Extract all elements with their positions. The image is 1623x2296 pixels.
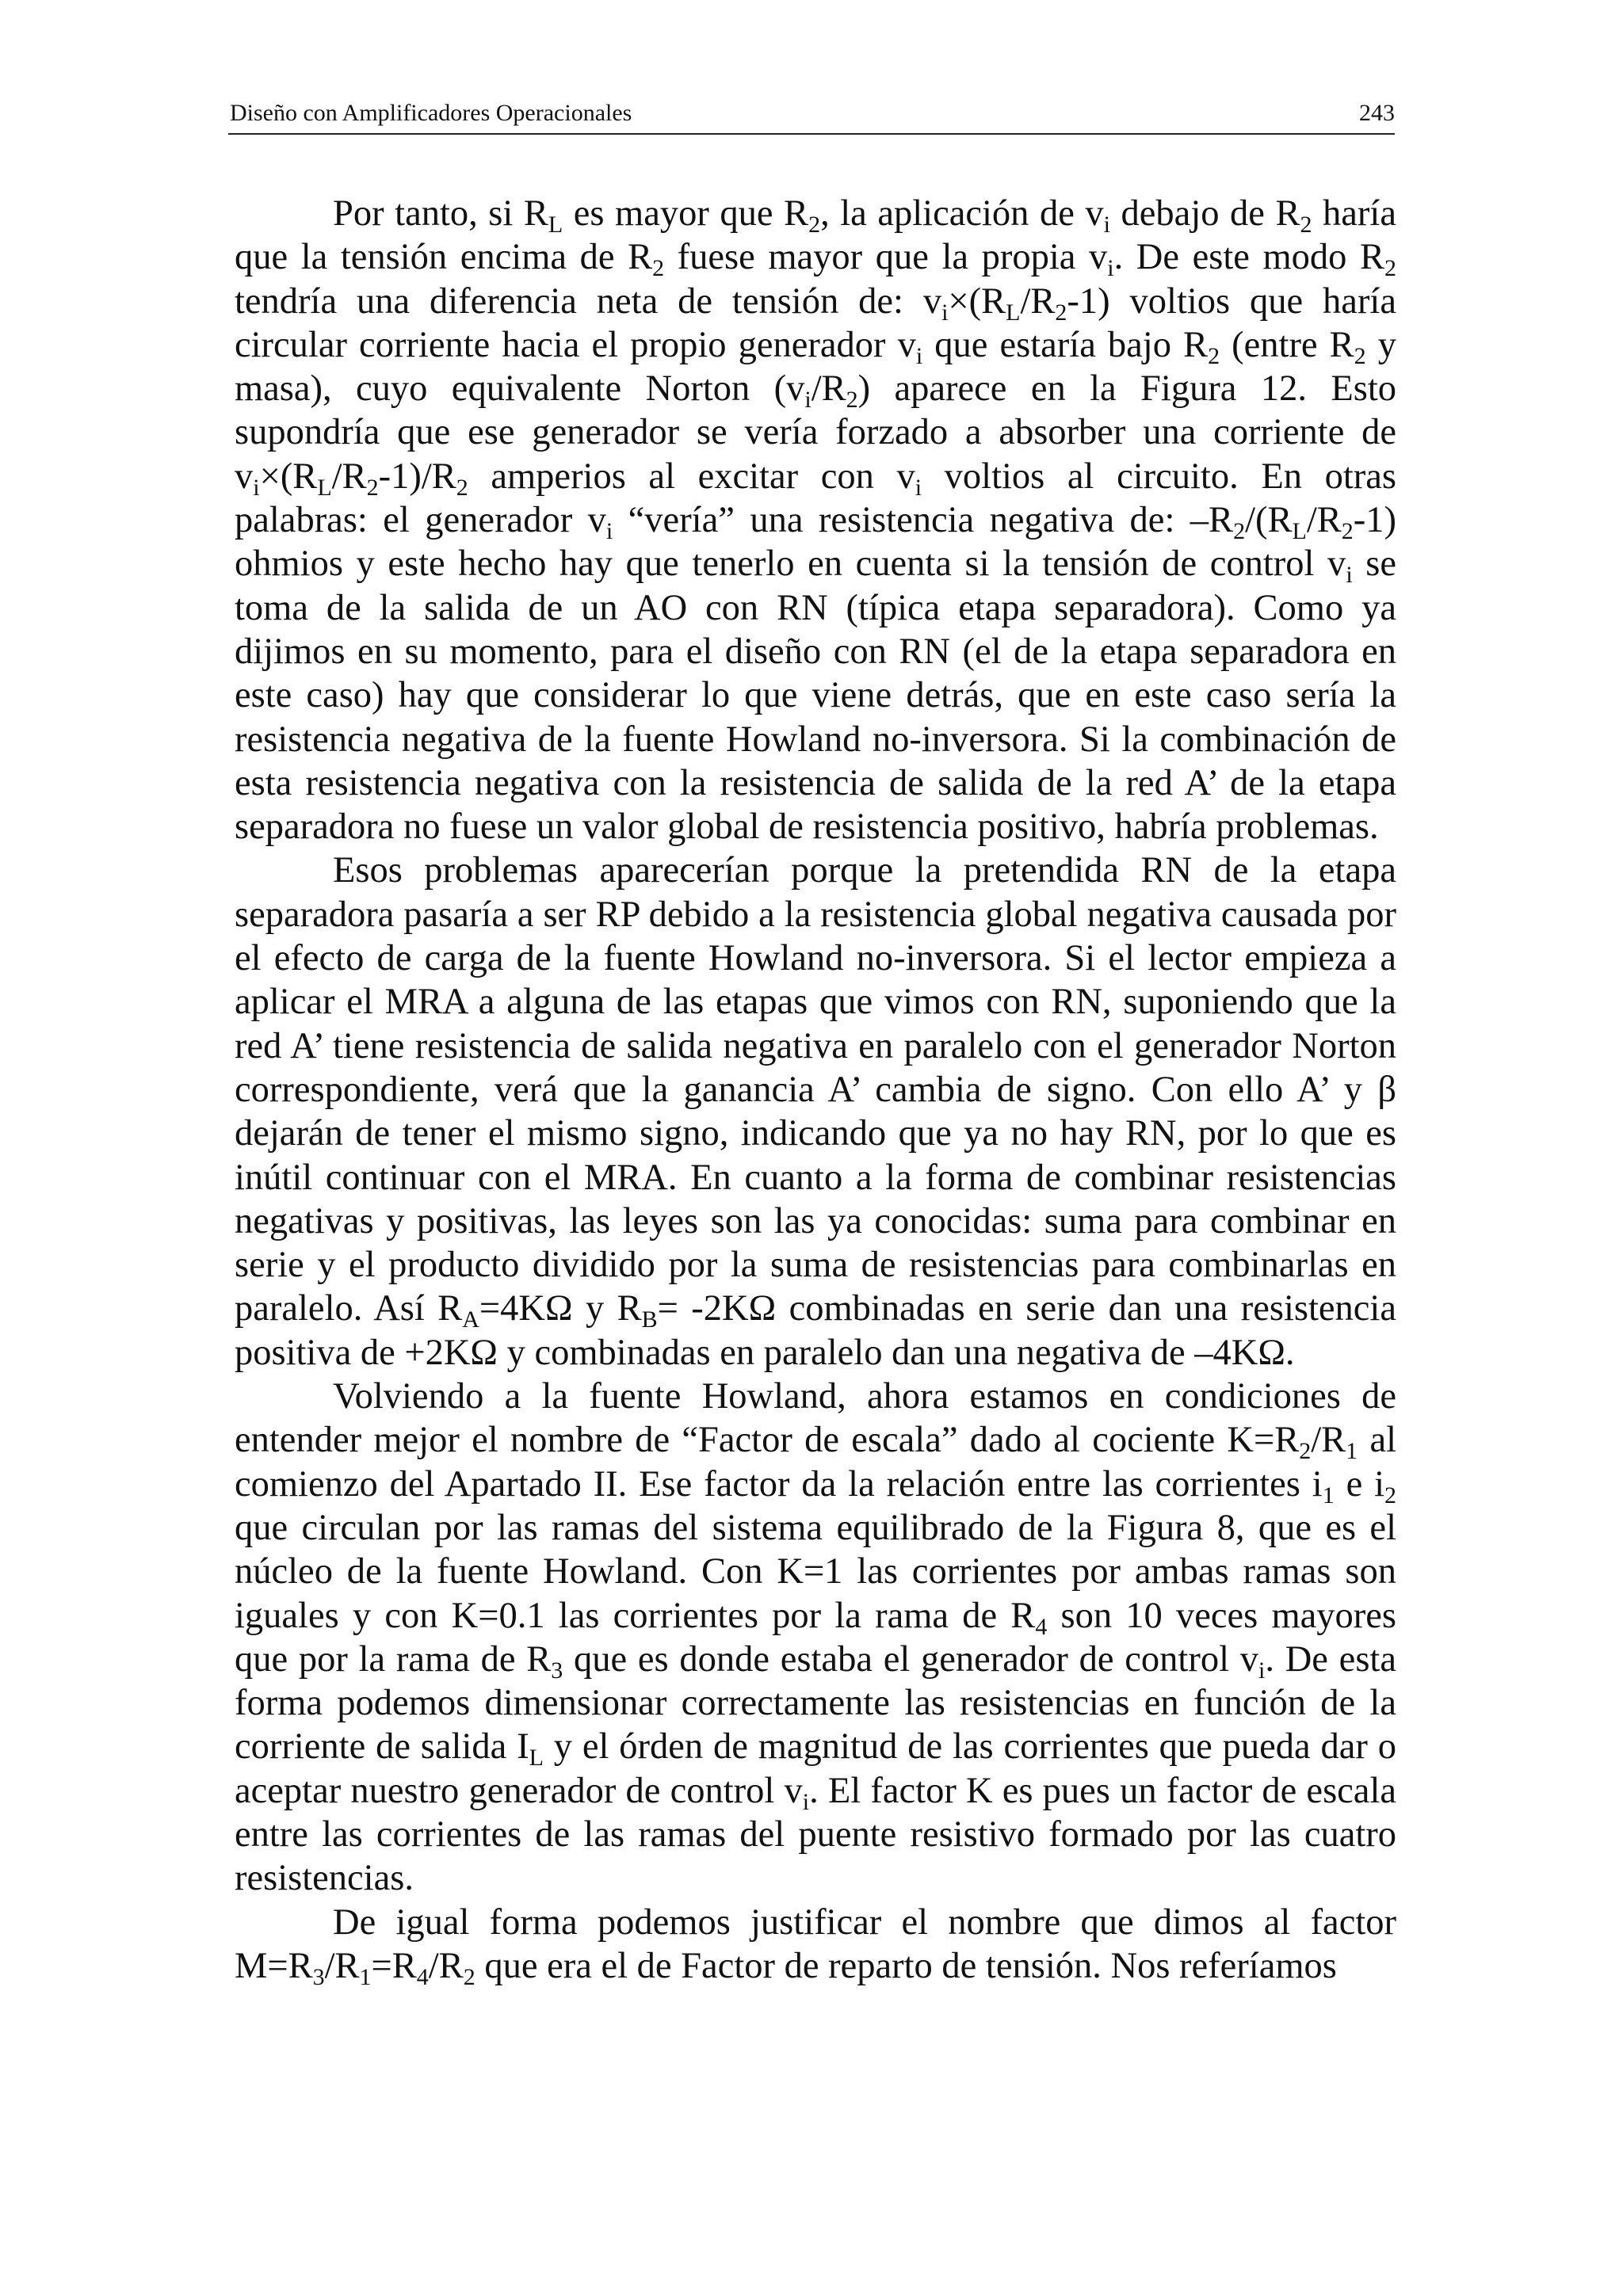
subscript: 3: [551, 1657, 563, 1684]
subscript: i: [804, 387, 812, 414]
paragraph-2: Esos problemas aparecerían porque la pretendida RN de la etapa separadora pasaría a ser RP debido a la resistencia global negativa causada por el efecto de carga de la fuente Howland no-inversora. Si el lector empieza a aplicar el MRA a alguna de las etapas que vimos con RN, suponiendo que la red A’ tiene resistencia de salida negativa en paralelo con el generador Norton correspondiente, verá que la ganancia A’ cambia de signo. Con ello A’ y β dejarán de tener el mismo signo, indicando que ya no hay RN, por lo que es inútil continuar con el MRA. En cuanto a la forma de combinar resistencias negativas y positivas, las leyes son las ya conocidas: suma para combinar en serie y el producto dividido por la suma de resistencias para combinarlas en paralelo. Así $R_A=4K\Omega$ y $R_B= -2K\Omega$ combinadas en serie dan una resistencia positiva de +2KΩ y combinadas en paralelo dan una negativa de –4KΩ.: [235, 850, 1396, 1373]
subscript: i: [605, 518, 613, 545]
subscript: 2: [1233, 518, 1246, 545]
subscript: L: [529, 1745, 544, 1772]
subscript: 2: [1384, 255, 1396, 282]
subscript: 2: [1354, 342, 1366, 369]
subscript: L: [1292, 518, 1307, 545]
subscript: 2: [1055, 299, 1067, 326]
subscript: 2: [463, 1963, 475, 1990]
subscript: 4: [1035, 1613, 1048, 1640]
subscript: 1: [359, 1963, 372, 1990]
subscript: i: [802, 1788, 810, 1815]
subscript: 2: [1384, 1482, 1396, 1508]
subscript: 2: [366, 474, 379, 501]
subscript: 2: [456, 474, 468, 501]
subscript: 3: [312, 1963, 325, 1990]
paragraph-4: De igual forma podemos justificar el nombre que dimos al factor $M=R_3/R_1=R_4/R_2$ que era el de Factor de reparto de tensión. Nos referíamos: [235, 1901, 1396, 1990]
subscript: 2: [1208, 342, 1220, 369]
subscript: i: [1258, 1657, 1266, 1684]
subscript: 2: [1299, 1438, 1312, 1465]
subscript: i: [1103, 212, 1110, 238]
paragraph-3: Volviendo a la fuente Howland, ahora estamos en condiciones de entender mejor el nombre de “Factor de escala” dado al cociente $K=R_2/R_1$ al comienzo del Apartado II. Ese factor da la relación entre las corrientes $i_1$ e $i_2$ que circulan por las ramas del sistema equilibrado de la Figura 8, que es el núcleo de la fuente Howland. Con K=1 las corrientes por ambas ramas son iguales y con K=0.1 las corrientes por la rama de $R_4$ son 10 veces mayores que por la rama de $R_3$ que es donde estaba el generador de control $v_i$. De esta forma podemos dimensionar correctamente las resistencias en función de la corriente de salida $I_L$ y el órden de magnitud de las corrientes que pueda dar o aceptar nuestro generador de control $v_i$. El factor K es pues un factor de escala entre las corrientes de las ramas del puente resistivo formado por las cuatro resistencias.: [235, 1376, 1397, 1899]
page-number: 243: [1359, 100, 1395, 126]
subscript: i: [253, 474, 260, 501]
book-title: Diseño con Amplificadores Operacionales: [230, 100, 632, 126]
subscript: 2: [808, 212, 821, 238]
subscript: i: [915, 342, 923, 369]
running-header: [228, 93, 1395, 135]
subscript: B: [641, 1306, 658, 1333]
subscript: 2: [652, 255, 665, 282]
body-text: [235, 192, 1396, 1988]
subscript: L: [317, 474, 332, 501]
subscript: i: [1107, 255, 1114, 282]
subscript: L: [548, 212, 563, 238]
subscript: A: [462, 1306, 479, 1333]
subscript: 1: [1322, 1482, 1335, 1508]
subscript: L: [1006, 299, 1021, 326]
subscript: 2: [1341, 518, 1354, 545]
subscript: 2: [846, 387, 858, 414]
paragraph-1: Por tanto, si $R_L$ es mayor que $R_2$, la aplicación de $v_i$ debajo de $R_2$ haría que la tensión encima de $R_2$ fuese mayor que la propia $v_i$. De este modo $R_2$ tendría una diferencia neta de tensión de: $v_i\times(R_L/R_2-1)$ voltios que haría circular corriente hacia el propio generador $v_i$ que estaría bajo $R_2$ (entre $R_2$ y masa), cuyo equivalente Norton $(v_i/R_2)$ aparece en la Figura 12. Esto supondría que ese generador se vería forzado a absorber una corriente de $v_i\times(R_L/R_2-1)/R_2$ amperios al excitar con $v_i$ voltios al circuito. En otras palabras: el generador $v_i$ “vería” una resistencia negativa de: $-R_2/(R_L/R_2-1)$ ohmios y este hecho hay que tenerlo en cuenta si la tensión de control $v_i$ se toma de la salida de un AO con RN (típica etapa separadora). Como ya dijimos en su momento, para el diseño con RN (el de la etapa separadora en este caso) hay que considerar lo que viene detrás, que en este caso sería la resistencia negativa de la fuente Howland no-inversora. Si la combinación de esta resistencia negativa con la resistencia de salida de la red A’ de la etapa separadora no fuese un valor global de resistencia positivo, habría problemas.: [235, 193, 1396, 848]
subscript: 1: [1346, 1438, 1358, 1465]
subscript: i: [1346, 562, 1353, 589]
subscript: i: [941, 299, 949, 326]
subscript: 4: [416, 1963, 429, 1990]
subscript: i: [915, 474, 922, 501]
subscript: 2: [1300, 212, 1312, 238]
